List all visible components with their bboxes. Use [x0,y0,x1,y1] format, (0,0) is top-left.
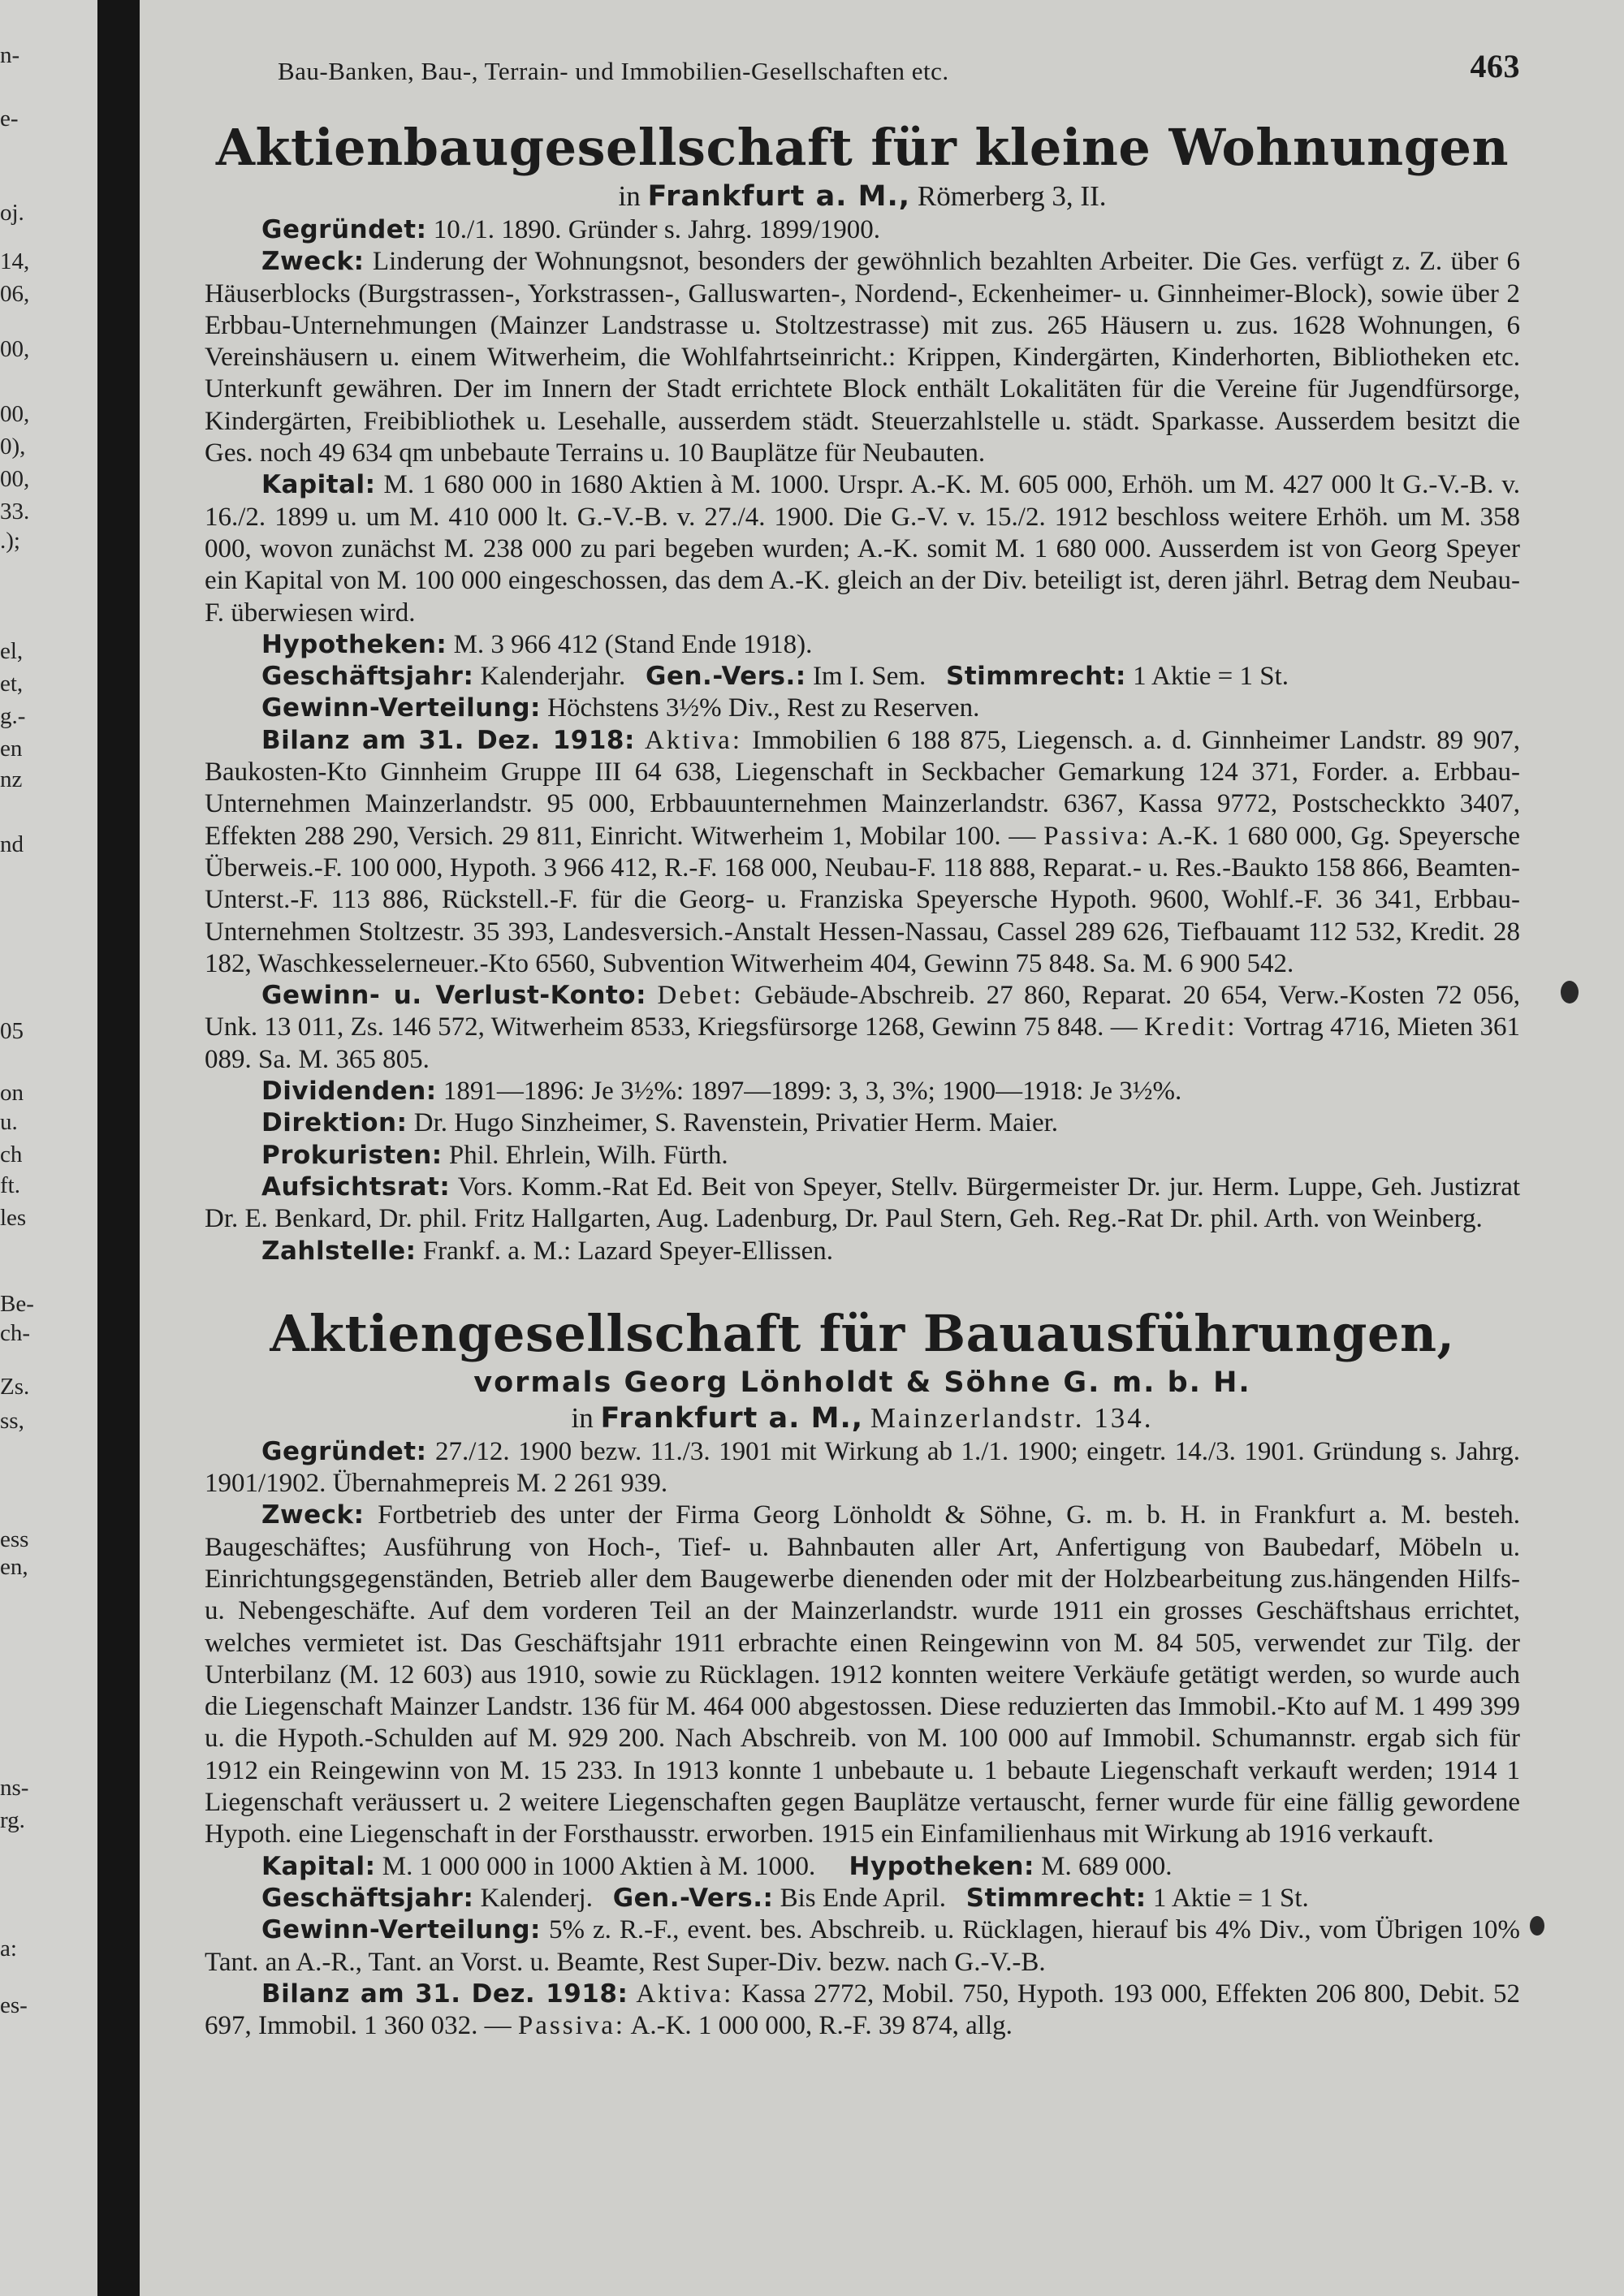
entry-text: M. 1 680 000 in 1680 Aktien à M. 1000. Urspr. A.-K. M. 605 000, Erhöh. um M. 427 000 lt G.-V.-B. v. 16./2. 1899 u. um M. 410 000 lt. G.-V.-B. v. 27./4. 1900. Die G.-V. v. 15./2. 1912 beschloss weitere Erhöh. um M. 358 000, wovon zunächst M. 238 000 zu pari begeben wurden; A.-K. somit M. 1 680 000. Ausserdem ist von Georg Speyer ein Kapital von M. 100 000 eingeschossen, das dem A.-K. gleich an der Div. beteiligt ist, deren jährl. Betrag dem Neubau-F. überwiesen wird. [205,470,1521,628]
entry-text: M. 689 000. [1041,1851,1173,1881]
margin-fragment: on [0,1080,24,1106]
margin-fragment: nz [0,766,23,792]
margin-fragment: 00, [0,401,30,427]
section-gap [205,1267,1520,1288]
margin-fragment: u. [0,1109,18,1135]
margin-fragment: 06, [0,281,30,307]
company-2-address: Mainzerlandstr. 134. [870,1401,1154,1434]
entry-label: Stimmrecht: [965,1883,1147,1913]
company-1-location [205,179,1520,214]
entry-bilanz [205,1979,1520,2043]
entry-label: Geschäftsjahr: [261,1883,474,1913]
entry-text: A.-K. 1 000 000, R.-F. 39 874, allg. [630,2011,1013,2041]
kredit-word: Kredit: [1144,1012,1237,1042]
running-header [205,48,1520,102]
entry-text: M. 3 966 412 (Stand Ende 1918). [453,629,813,659]
entry-text: Im I. Sem. [812,662,926,692]
entry-zweck [205,246,1520,469]
entry-label: Hypotheken: [261,629,447,659]
entry-text: Frankf. a. M.: Lazard Speyer-Ellissen. [422,1236,833,1266]
entry-label: Kapital: [261,1851,376,1881]
aktiva-word: Aktiva: [636,1979,734,2009]
company-2-city: Frankfurt a. M., [600,1401,864,1435]
entry-text: M. 1 000 000 in 1000 Aktien à M. 1000. [382,1851,816,1881]
entry-bilanz [205,725,1520,980]
entry-gewinn-verteilung [205,693,1520,724]
company-2-former-name: vormals Georg Lönholdt & Söhne G. m. b. H. [473,1366,1251,1399]
entry-text: Kalenderj. [480,1883,593,1913]
margin-fragment: nd [0,831,24,857]
entry-label: Gen.-Vers.: [646,662,806,692]
margin-fragment: 05 [0,1018,24,1044]
margin-ink-spot [1561,981,1579,1003]
margin-fragment: Be- [0,1291,34,1317]
entry-text: Höchstens 3½% Div., Rest zu Reserven. [547,693,980,723]
entry-text: Vortrag 4716, Mieten 361 089. Sa. M. 365 805. [205,1012,1521,1074]
entry-text: Fortbetrieb des unter der Firma Georg Lönholdt & Söhne, G. m. b. H. in Frankfurt a. M. besteh. Baugeschäftes; Ausführung von Hoch-, Tief- u. Bahnbauten aller Art, Anfertigung von Baubedarf, Möbeln u. Einrichtungsgegenständen, Betrieb aller dem Baugewerbe dienenden oder mit der Holzbearbeitung zus.hängenden Hilfs- u. Nebengeschäfte. Auf dem vorderen Teil an der Mainzerlandstr. wurde 1911 ein grosses Geschäftshaus errichtet, welches vermietet ist. Das Geschäftsjahr 1911 erbrachte einen Reingewinn von M. 84 505, verwendet zur Tilg. der Unterbilanz (M. 12 603) aus 1910, sowie zu Rücklagen. 1912 konnten weitere Verkäufe getätigt werden, so wurde auch die Liegenschaft Mainzer Landstr. 136 für M. 464 000 abgestossen. Diese reduzierten das Immobil.-Kto auf M. 1 499 399 u. die Hypoth.-Schulden auf M. 929 200. Nach Abschreib. von M. 100 000 auf Immobil. Schumannstr. ergab sich für 1912 ein Reingewinn von M. 15 233. In 1913 konnte 1 unbebaute u. 1 bebaute Liegenschaft verkauft werden; 1914 1 Liegenschaft veräussert u. 2 weitere Liegenschaften gegen Bauplätze vertauscht, ferner wurde für eine fällig gewordene Hypoth. eine Liegenschaft in der Forsthausstr. erworben. 1915 ein Einfamilienhaus mit Wirkung ab 1916 verkauft. [205,1500,1520,1849]
margin-fragment: n- [0,42,20,68]
margin-fragment: ch [0,1142,23,1167]
entry-label: Gewinn- u. Verlust-Konto: [261,981,646,1011]
margin-fragment: en [0,736,23,762]
entry-label: Gewinn-Verteilung: [261,693,541,723]
company-1-city: Frankfurt a. M., [647,180,911,213]
entry-prokuristen [205,1140,1520,1172]
entry-label: Dividenden: [261,1077,437,1107]
entry-label: Aufsichtsrat: [261,1172,451,1202]
margin-fragment: a: [0,1936,17,1962]
entry-geschaeftsjahr [205,1883,1520,1914]
entry-text: Kalenderjahr. [480,662,626,692]
entry-text: 5% z. R.-F., event. bes. Abschreib. u. Rücklagen, hierauf bis 4% Div., vom Übrigen 10% Tant. an A.-R., Tant. an Vorst. u. Beamte, Rest Super-Div. bezw. nach G.-V.-B. [205,1915,1521,1977]
passiva-word: Passiva: [1043,821,1151,851]
company-2-title: Aktiengesellschaft für Bauausführungen, [270,1303,1455,1363]
margin-fragment: 0), [0,434,26,460]
entry-text: 1 Aktie = 1 St. [1152,1883,1309,1913]
entry-text: Immobilien 6 188 875, Liegensch. a. d. Ginnheimer Landstr. 89 907, Baukosten-Kto Ginnheim Gruppe III 64 638, Liegenschaft in Seckbacher Gemarkung 124 371, Forder. a. Erbbau-Unternehmen Mainzerlandstr. 95 000, Erbbauunternehmen Mainzerlandstr. 6367, Kassa 9772, Postscheckkto 3407, Effekten 288 290, Versich. 29 811, Einricht. Witwerheim 1, Mobilar 100. — [205,725,1521,851]
entry-label: Zahlstelle: [261,1236,417,1266]
entry-label: Gen.-Vers.: [612,1883,774,1913]
page-content [205,48,1521,2042]
entry-text: Phil. Ehrlein, Wilh. Fürth. [448,1140,728,1170]
entry-text: Linderung der Wohnungsnot, besonders der gewöhnlich bezahlten Arbeiter. Die Ges. verfügt z. Z. über 6 Häuserblocks (Burgstrassen-, Yorkstrassen-, Galluswarten-, Nordend-, Eckenheimer- u. Ginnheimer-Block), sowie über 2 Erbbau-Unternehmungen (Mainzer Landstrasse u. Stoltzestrasse) mit zus. 265 Häusern u. zus. 1628 Wohnungen, 6 Vereinshäusern u. einem Witwerheim, die Wohlfahrtseinricht.: Krippen, Kindergärten, Kinderhorten, Bibliotheken etc. Unterkunft gewähren. Der im Innern der Stadt errichtete Block enthält Lokalitäten für die Vereine für Jugendfürsorge, Kindergärten, Freibibliothek u. Lesehalle, ausserdem städt. Steuerzahlstelle u. städt. Sparkasse. Ausserdem besitzt die Ges. noch 49 634 qm unbebaute Terrains u. 10 Bauplätze für Neubauten. [205,247,1521,468]
page-number: 463 [1470,48,1520,84]
entry-label: Kapital: [261,470,376,500]
margin-fragment: oj. [0,200,24,226]
margin-fragment: en, [0,1554,28,1580]
margin-fragment: ch- [0,1320,31,1346]
margin-ink-spot [1530,1916,1544,1936]
margin-fragment: ess [0,1526,29,1552]
margin-fragment: ft. [0,1172,20,1198]
passiva-word: Passiva: [517,2011,626,2041]
location-prefix: in [571,1401,594,1434]
entry-label: Bilanz am 31. Dez. 1918: [261,725,635,755]
entry-label: Gewinn-Verteilung: [261,1915,541,1945]
entry-gegruendet [205,1436,1520,1500]
book-gutter-shadow [97,0,140,2296]
entry-label: Direktion: [261,1108,408,1138]
entry-text: 1891—1896: Je 3½%: 1897—1899: 3, 3, 3%; 1900—1918: Je 3½%. [443,1077,1182,1107]
entry-text: Bis Ende April. [780,1883,947,1913]
aktiva-word: Aktiva: [645,725,742,755]
adjacent-page-margin [0,0,97,2296]
entry-label: Bilanz am 31. Dez. 1918: [261,1979,628,2009]
margin-fragment: el, [0,638,24,664]
entry-geschaeftsjahr [205,661,1520,693]
entry-gegruendet [205,214,1520,246]
company-1-title: Aktienbaugesellschaft für kleine Wohnungen [215,118,1510,177]
entry-direktion [205,1107,1520,1139]
margin-fragment: 00, [0,466,30,492]
margin-fragment: es- [0,1992,28,2018]
margin-fragment: 33. [0,498,30,524]
entry-text: A.-K. 1 680 000, Gg. Speyersche Überweis.-F. 100 000, Hypoth. 3 966 412, R.-F. 168 000, Neubau-F. 118 888, Reparat.- u. Res.-Baukto 158 866, Beamten-Unterst.-F. 113 886, Rückstell.-F. für die Georg- u. Franziska Speyersche Hypoth. 9600, Wohlf.-F. 36 341, Erbbau-Unternehmen Stoltzestr. 35 393, Landesversich.-Anstalt Hessen-Nassau, Cassel 289 626, Tiefbauamt 112 532, Kredit. 28 182, Waschkesselerneuer.-Kto 6560, Subvention Witwerheim 404, Gewinn 75 848. Sa. M. 6 900 542. [205,821,1520,978]
entry-label: Gegründet: [261,1436,427,1466]
entry-aufsichtsrat [205,1172,1520,1236]
margin-fragment: Zs. [0,1374,30,1400]
entry-zweck [205,1500,1520,1850]
entry-gewinn-verlust [205,980,1520,1076]
entry-text: 10./1. 1890. Gründer s. Jahrg. 1899/1900. [433,215,881,244]
entry-label: Hypotheken: [849,1851,1034,1881]
company-1-address: Römerberg 3, II. [917,180,1107,212]
entry-gewinn-verteilung [205,1914,1520,1979]
debet-word: Debet: [657,981,744,1011]
entry-label: Geschäftsjahr: [261,662,474,692]
margin-fragment: rg. [0,1807,25,1833]
running-header-title: Bau-Banken, Bau-, Terrain- und Immobilien-Gesellschaften etc. [278,57,949,85]
entry-hypotheken [205,629,1520,661]
margin-fragment: .); [0,528,20,554]
entry-kapital [205,469,1520,628]
entry-label: Gegründet: [261,215,427,244]
margin-fragment: 14, [0,248,30,274]
location-prefix: in [618,180,641,212]
entry-label: Zweck: [261,1500,365,1530]
entry-text: Kassa 2772, Mobil. 750, Hypoth. 193 000, Effekten 206 800, Debit. 52 697, Immobil. 1 360 032. — [205,1979,1520,2041]
entry-dividenden [205,1076,1520,1107]
margin-fragment: et, [0,671,24,697]
entry-kapital [205,1851,1520,1883]
entry-label: Zweck: [261,247,365,277]
margin-fragment: les [0,1205,27,1231]
entry-label: Stimmrecht: [946,662,1126,692]
margin-fragment: 00, [0,336,30,362]
margin-fragment: ns- [0,1775,29,1801]
margin-fragment: g.- [0,703,26,729]
document-page [140,0,1624,2296]
entry-text: Gebäude-Abschreib. 27 860, Reparat. 20 654, Verw.-Kosten 72 056, Unk. 13 011, Zs. 146 572, Witwerheim 8533, Kriegsfürsorge 1268, Gewinn 75 848. — [205,981,1520,1042]
margin-fragment: ss, [0,1408,24,1434]
entry-text: Vors. Komm.-Rat Ed. Beit von Speyer, Stellv. Bürgermeister Dr. jur. Herm. Luppe, Geh. Justizrat Dr. E. Benkard, Dr. phil. Fritz Hallgarten, Aug. Ladenburg, Dr. Paul Stern, Geh. Reg.-Rat Dr. phil. Arth. von Weinberg. [205,1172,1521,1234]
entry-text: Dr. Hugo Sinzheimer, S. Ravenstein, Privatier Herm. Maier. [413,1108,1059,1138]
company-2-location [205,1400,1520,1436]
entry-text: 1 Aktie = 1 St. [1133,662,1289,692]
entry-label: Prokuristen: [261,1140,443,1170]
entry-text: 27./12. 1900 bezw. 11./3. 1901 mit Wirkung ab 1./1. 1900; eingetr. 14./3. 1901. Gründung s. Jahrg. 1901/1902. Übernahmepreis M. 2 261 939. [205,1436,1521,1499]
margin-fragment: e- [0,106,19,132]
entry-zahlstelle [205,1236,1520,1267]
